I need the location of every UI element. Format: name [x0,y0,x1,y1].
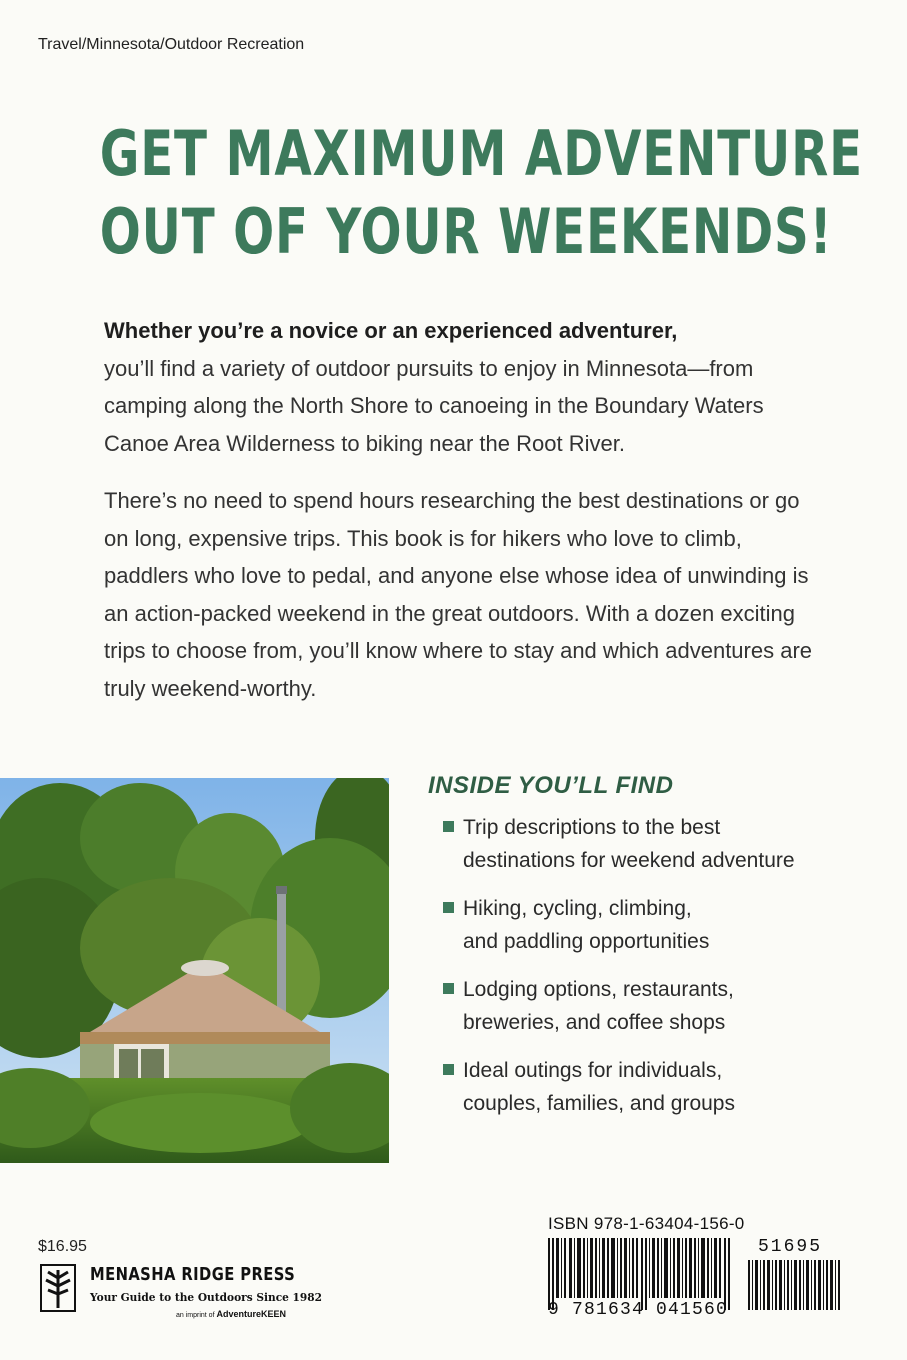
square-bullet-icon [443,821,454,832]
isbn-number: ISBN 978-1-63404-156-0 [548,1214,745,1233]
square-bullet-icon [443,983,454,994]
barcode-digits: 9 781634 041560 [548,1300,729,1320]
intro-body: you’ll find a variety of outdoor pursuits to enjoy in Minnesota—from camping along the North Shore to canoeing in the Boundary Waters Canoe Area Wilderness to biking near the Root River. [104,355,764,456]
headline [99,115,863,271]
headline-line-1: GET MAXIMUM ADVENTURE [99,117,863,190]
publisher-imprint: an imprint of AdventureKEEN [176,1309,286,1319]
barcode-addon-digits: 51695 [758,1237,823,1257]
publisher-name: MENASHA RIDGE PRESS [90,1264,296,1285]
feature-item: Hiking, cycling, climbing, and paddling opportunities [428,893,888,958]
feature-item: Lodging options, restaurants, breweries, and coffee shops [428,974,888,1039]
headline-line-2: OUT OF YOUR WEEKENDS! [99,195,833,268]
intro-lead: Whether you’re a novice or an experienced adventurer, [104,318,678,343]
feature-list [428,812,888,1120]
yurt-photo [0,778,389,1163]
isbn-barcode [548,1214,848,1334]
inside-features [428,772,888,1136]
tree-logo-icon [40,1264,76,1312]
feature-item: Trip descriptions to the best destinations for weekend adventure [428,812,888,877]
price: $16.95 [38,1238,87,1255]
square-bullet-icon [443,1064,454,1075]
square-bullet-icon [443,902,454,913]
intro-paragraph [104,312,824,462]
publisher-logo [40,1264,322,1319]
publisher-tagline: Your Guide to the Outdoors Since 1982 [90,1290,322,1304]
feature-item: Ideal outings for individuals, couples, families, and groups [428,1055,888,1120]
category-label: Travel/Minnesota/Outdoor Recreation [38,36,305,53]
inside-heading: INSIDE YOU’LL FIND [428,772,674,799]
description-paragraph: There’s no need to spend hours researching the best destinations or go on long, expensive trips. This book is for hikers who love to climb, paddlers who love to pedal, and anyone else whose idea of unwinding is an action-packed weekend in the great outdoors. With a dozen exciting trips to choose from, you’ll know where to stay and which adventures are truly weekend-worthy. [104,488,813,701]
